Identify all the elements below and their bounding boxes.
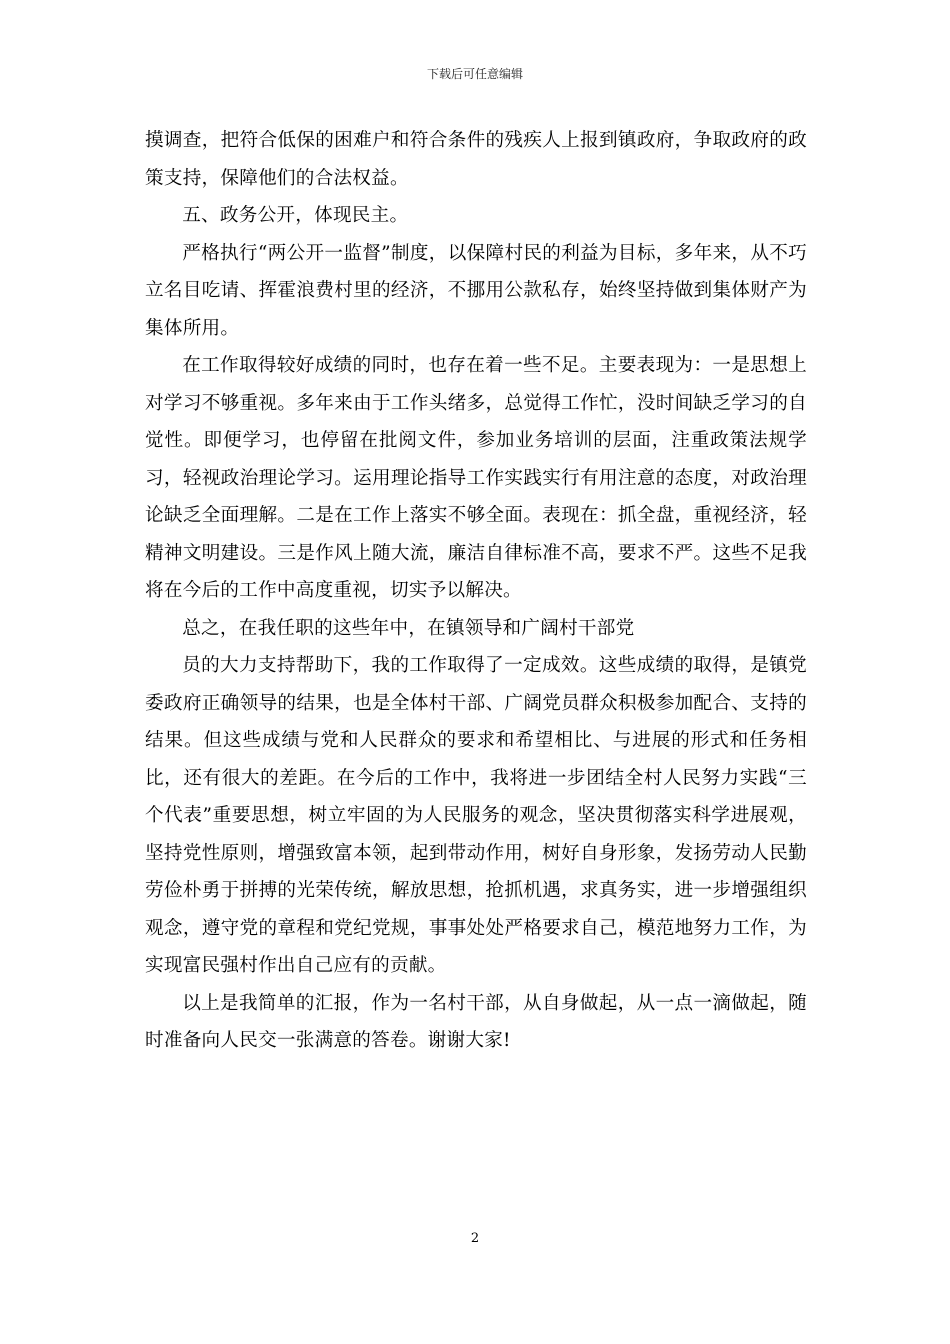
paragraph-5: 总之，在我任职的这些年中，在镇领导和广阔村干部党: [182, 617, 635, 639]
page-header: 下载后可任意编辑: [426, 67, 523, 81]
paragraph-2-heading: 五、政务公开，体现民主。: [182, 205, 409, 226]
paragraph-1: 摸调查，把符合低保的困难户和符合条件的残疾人上报到镇政府，争取政府的政策支持，保障他们的合法权益。: [145, 130, 807, 189]
paragraph-6: 员的大力支持帮助下，我的工作取得了一定成效。这些成绩的取得，是镇党委政府正确领导的结果，也是全体村干部、广阔党员群众积极参加配合、支持的结果。但这些成绩与党和人民群众的要求和希望相比、与进展的形式和任务相比，还有很大的差距。在今后的工作中，我将进一步团结全村人民努力实践“三个代表”重要思想，树立牢固的为人民服务的观念，坚决贯彻落实科学进展观，坚持党性原则，增强致富本领，起到带动作用，树好自身形象，发扬劳动人民勤劳俭朴勇于拼搏的光荣传统，解放思想，抢抓机遇，求真务实，进一步增强组织观念，遵守党的章程和党纪党规，事事处处严格要求自己，模范地努力工作，为实现富民强村作出自己应有的贡献。: [145, 655, 807, 976]
page-number: 2: [470, 1231, 480, 1246]
paragraph-3: 严格执行“两公开一监督”制度，以保障村民的利益为目标，多年来，从不巧立名目吃请、挥霍浪费村里的经济，不挪用公款私存，始终坚持做到集体财产为集体所用。: [145, 242, 807, 339]
paragraph-4: 在工作取得较好成绩的同时，也存在着一些不足。主要表现为：一是思想上对学习不够重视。多年来由于工作头绪多，总觉得工作忙，没时间缺乏学习的自觉性。即便学习，也停留在批阅文件，参加业务培训的层面，注重政策法规学习，轻视政治理论学习。运用理论指导工作实践实行有用注意的态度，对政治理论缺乏全面理解。二是在工作上落实不够全面。表现在：抓全盘，重视经济，轻精神文明建设。三是作风上随大流，廉洁自律标准不高，要求不严。这些不足我将在今后的工作中高度重视，切实予以解决。: [145, 355, 807, 601]
paragraph-7: 以上是我简单的汇报，作为一名村干部，从自身做起，从一点一滴做起，随时准备向人民交一张满意的答卷。谢谢大家!: [145, 992, 807, 1051]
document-body: [145, 122, 807, 1060]
